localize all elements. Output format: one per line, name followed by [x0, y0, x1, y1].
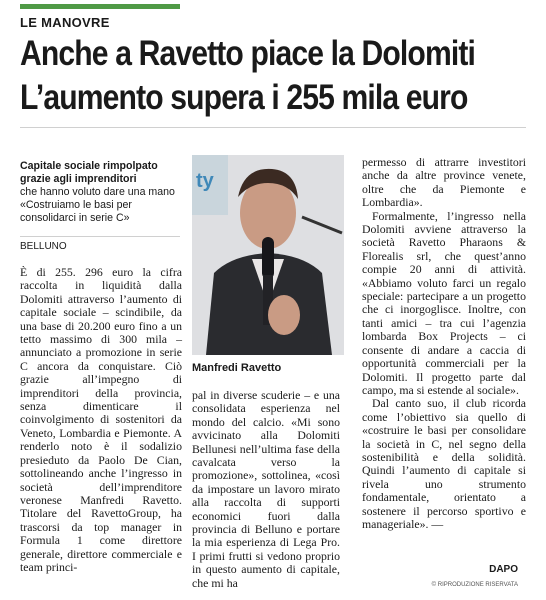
author-signature: DAPO: [489, 564, 518, 575]
deck-rest: che hanno voluto dare una mano «Costruiamo le basi per consolidarci in serie C»: [20, 186, 175, 224]
body-paragraph: Dal canto suo, il club ricorda come l’obiettivo sia quello di «costruire le basi per consolidare la società in C, nel segno della sostenibilità e della solidità. Quindi l’aumento di capitale si rivela uno strumento fondamentale, orientato a sostenere il percorso sportivo e manageriale». —: [362, 396, 526, 531]
photo-caption: Manfredi Ravetto: [192, 362, 282, 374]
deck-bold: Capitale sociale rimpolpato grazie agli imprenditori: [20, 160, 158, 185]
dateline: BELLUNO: [20, 241, 67, 252]
section-color-bar: [20, 4, 180, 9]
svg-text:ty: ty: [196, 170, 214, 192]
headline-line-2: L’aumento supera i 255 mila euro: [20, 78, 468, 117]
article-deck: [20, 160, 180, 225]
portrait-photo: [192, 155, 344, 355]
headline-line-1: Anche a Ravetto piace la Dolomiti: [20, 34, 476, 73]
body-paragraph: permesso di attrarre investitori anche da altre province venete, oltre che da Piemonte e Lombardia».: [362, 155, 526, 210]
headline: [20, 32, 476, 120]
body-column-1: [20, 266, 182, 574]
body-column-2: [192, 389, 340, 590]
body-column-3: [362, 156, 526, 531]
divider: [20, 127, 526, 128]
speaker-with-microphone-image: [192, 155, 344, 355]
body-paragraph: pal in diverse scuderie – e una consolidata esperienza nel mondo del calcio. «Mi sono avvicinato alla Dolomiti Bellunesi nell’ultima fase della cavalcata verso la promozione», sottolinea, «così da impostare un lavoro mirato alla raccolta di supporti economici fuori dalla provincia di Belluno e portare la mia esperienza di Lega Pro. I primi frutti si vedono proprio in questo aumento di capitale, che mi ha: [192, 388, 340, 590]
body-paragraph: È di 255. 296 euro la cifra raccolta in liquidità dalla Dolomiti attraverso l’aumento di capitale sociale – scindibile, da una base di 20.200 euro fino a un tetto massimo di 300 mila – annunciato a promozione in serie C ancora da conquistare. Ciò grazie all’impegno di imprenditori della provincia, senza dimenticare il coinvolgimento di sostenitori da Veneto, Lombardia e Piemonte. A renderlo noto è il sodalizio presieduto da Paolo De Cian, sottolineando anche l’ingresso in società dell’imprenditore veronese Manfredi Ravetto. Titolare del RavettoGroup, ha trascorsi da top manager in Formula 1 come direttore generale, direttore commerciale e team princi-: [20, 265, 182, 574]
copyright-notice: © RIPRODUZIONE RISERVATA: [431, 582, 518, 588]
section-label: LE MANOVRE: [20, 15, 110, 30]
body-paragraph: Formalmente, l’ingresso nella Dolomiti avviene attraverso la società Ravetto Pharaons & Florealis srl, che quest’anno compie 20 anni di attività. «Abbiamo voluto farci un regalo speciale: partecipare a un progetto che ci inorgoglisce. Inoltre, con tanti amici – tra cui l’agenzia lombarda Box Projects – ci consente di andare a caccia di opportunità commerciali per la Dolomiti. Il progetto parte dal campo, ma si estende al sociale».: [362, 208, 526, 397]
deck-divider: [20, 236, 180, 237]
